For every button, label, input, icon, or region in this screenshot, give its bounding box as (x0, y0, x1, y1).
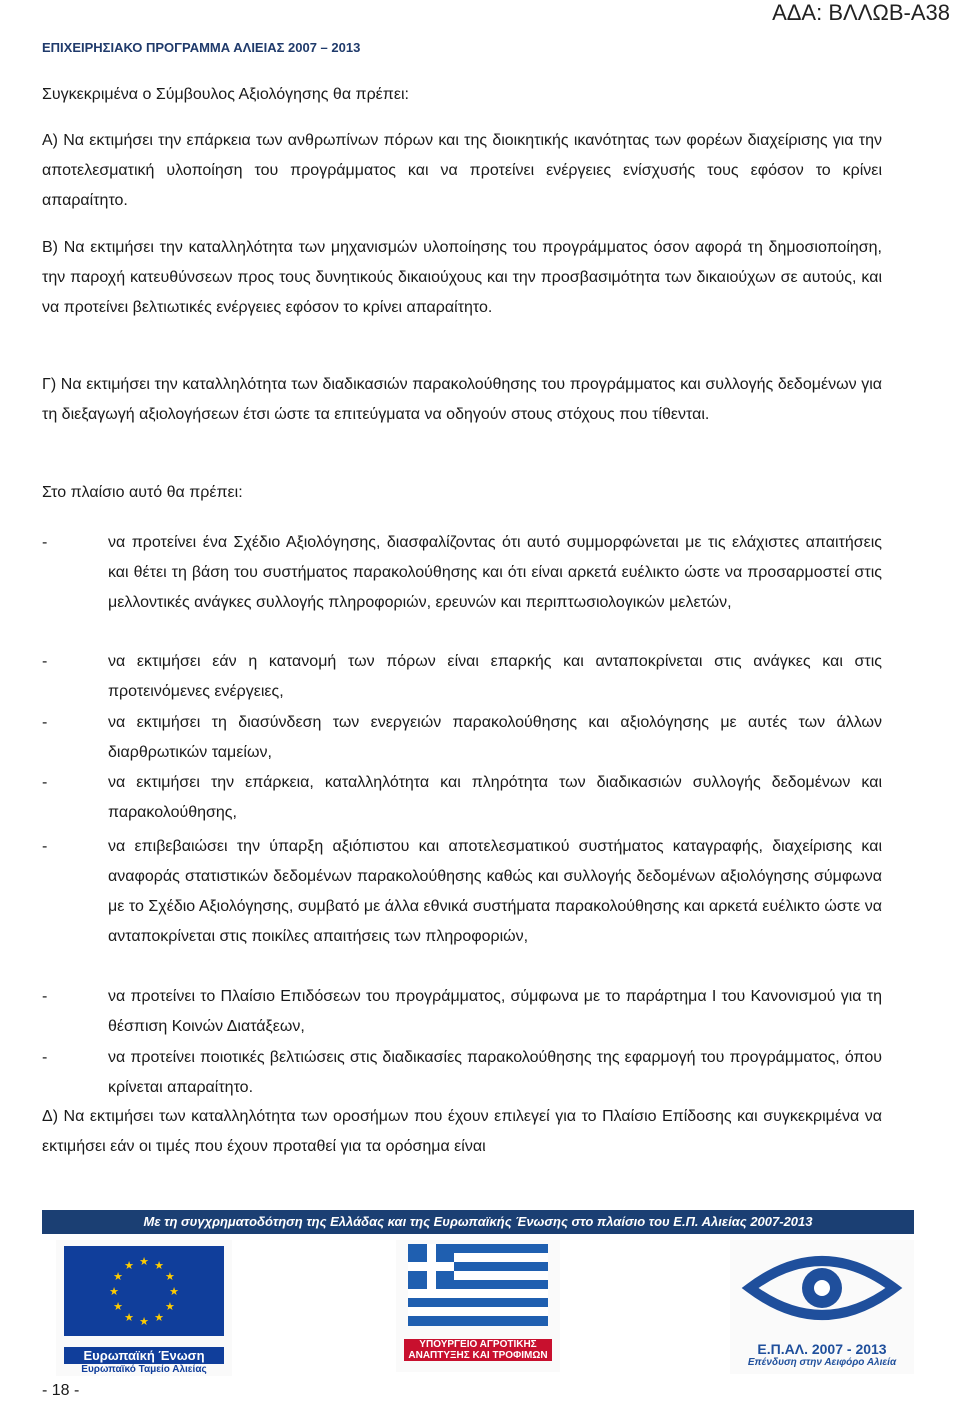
cofunding-banner: Με τη συγχρηματοδότηση της Ελλάδας και της Ευρωπαϊκής Ένωσης στο πλαίσιο του Ε.Π. Αλιείας 2007-2013 (42, 1210, 914, 1234)
dash-bullet: - (42, 774, 48, 791)
eu-star-icon: ★ (139, 1256, 149, 1268)
item-c-paragraph: Γ) Να εκτιμήσει την καταλληλότητα των διαδικασιών παρακολούθησης του προγράμματος και συλλογής δεδομένων για τη διεξαγωγή αξιολογήσεων έτσι ώστε τα επιτεύγματα να οδηγούν στους στόχους που τίθενται. (42, 376, 882, 423)
header-program-title: ΕΠΙΧΕΙΡΗΣΙΑΚΟ ΠΡΟΓΡΑΜΜΑ ΑΛΙΕΙΑΣ 2007 – 2013 (42, 40, 361, 55)
epal-title: Ε.Π.ΑΛ. 2007 - 2013 (757, 1341, 887, 1357)
epal-motto: Επένδυση στην Αειφόρο Αλιεία (747, 1357, 897, 1368)
eu-star-icon: ★ (165, 1271, 175, 1283)
eu-logo (56, 1240, 232, 1376)
eu-fund-name: Ευρωπαϊκό Ταμείο Αλιείας (81, 1364, 207, 1375)
context-paragraph: Στο πλαίσιο αυτό θα πρέπει: (42, 484, 243, 501)
eu-star-icon: ★ (154, 1260, 164, 1273)
list-item-text: να εκτιμήσει εάν η κατανομή των πόρων είναι επαρκής και ανταποκρίνεται στις ανάγκες και στις προτεινόμενες ενέργειες, (108, 653, 882, 700)
list-item-text: να προτείνει το Πλαίσιο Επιδόσεων του προγράμματος, σύμφωνα με το παράρτημα Ι του Κανονισμού για τη θέσπιση Κοινών Διατάξεων, (108, 988, 882, 1035)
list-item-text: να επιβεβαιώσει την ύπαρξη αξιόπιστου και αποτελεσματικού συστήματος καταγραφής, διαχείρισης και αναφοράς στατιστικών δεδομένων παρακολούθησης καθώς και συλλογής δεδομένων αξιολόγησης σύμφωνα με το Σχέδιο Αξιολόγησης, συμβατό με άλλα εθνικά συστήματα παρακολούθησης και αρκετά ευέλικτο ώστε να ανταποκρίνεται στις ποικίλες απαιτήσεις των πληροφοριών, (108, 838, 882, 945)
list-item-text: να προτείνει ποιοτικές βελτιώσεις στις διαδικασίες παρακολούθησης της εφαρμογή του προγράμματος, όπου κρίνεται απαραίτητο. (108, 1049, 882, 1096)
list-item-text: να εκτιμήσει την επάρκεια, καταλληλότητα και πληρότητα των διαδικασιών συλλογής δεδομένων και παρακολούθησης, (108, 774, 882, 821)
eu-star-icon: ★ (124, 1311, 134, 1324)
eye-fish-icon (730, 1240, 914, 1336)
dash-bullet: - (42, 838, 48, 855)
ministry-name-line1: ΥΠΟΥΡΓΕΙΟ ΑΓΡΟΤΙΚΗΣ (404, 1339, 552, 1350)
eu-star-icon: ★ (169, 1286, 179, 1298)
eu-star-icon: ★ (109, 1286, 119, 1298)
dash-bullet: - (42, 714, 48, 731)
eu-star-icon: ★ (165, 1301, 175, 1313)
item-d-paragraph: Δ) Να εκτιμήσει των καταλληλότητα των οροσήμων που έχουν επιλεγεί για το Πλαίσιο Επίδοσης και συγκεκριμένα να εκτιμήσει εάν οι τιμές που έχουν προταθεί για τα ορόσημα είναι (42, 1108, 882, 1155)
eu-name: Ευρωπαϊκή Ένωση (64, 1347, 224, 1364)
header-ada-code: ΑΔΑ: ΒΛΛΩΒ-Α38 (772, 0, 950, 25)
item-a-paragraph: Α) Να εκτιμήσει την επάρκεια των ανθρωπίνων πόρων και της διοικητικής ικανότητας των φορέων διαχείρισης για την αποτελεσματική υλοποίηση του προγράμματος και να προτείνει ενέργειες ενίσχυσής τους εφόσον το κρίνει απαραίτητο. (42, 132, 882, 209)
eu-star-icon: ★ (154, 1311, 164, 1324)
dash-bullet: - (42, 1049, 48, 1066)
eu-star-icon: ★ (139, 1316, 149, 1328)
list-item-text: να προτείνει ένα Σχέδιο Αξιολόγησης, διασφαλίζοντας ότι αυτό συμμορφώνεται με τις ελάχιστες απαιτήσεις και θέτει τη βάση του συστήματος παρακολούθησης και ότι είναι αρκετά ευέλικτο ώστε να προσαρμοστεί στις μελλοντικές ανάγκες συλλογής πληροφοριών, ερευνών και περιπτωσιολογικών μελετών, (108, 534, 882, 611)
eu-star-icon: ★ (113, 1301, 123, 1313)
page-number: - 18 - (42, 1382, 80, 1399)
eu-star-icon: ★ (113, 1271, 123, 1283)
eu-flag-icon (56, 1240, 232, 1340)
dash-bullet: - (42, 988, 48, 1005)
ministry-name-line2: ΑΝΑΠΤΥΞΗΣ ΚΑΙ ΤΡΟΦΙΜΩΝ (404, 1350, 552, 1361)
epal-logo (730, 1240, 914, 1374)
eu-star-icon: ★ (124, 1260, 134, 1273)
list-item-text: να εκτιμήσει τη διασύνδεση των ενεργειών παρακολούθησης και αξιολόγησης με αυτές των άλλων διαρθρωτικών ταμείων, (108, 714, 882, 761)
greek-flag-icon (396, 1240, 560, 1330)
dash-bullet: - (42, 534, 48, 551)
ministry-logo (396, 1240, 560, 1372)
dash-bullet: - (42, 653, 48, 670)
intro-paragraph: Συγκεκριμένα ο Σύμβουλος Αξιολόγησης θα πρέπει: (42, 86, 409, 103)
item-b-paragraph: Β) Να εκτιμήσει την καταλληλότητα των μηχανισμών υλοποίησης του προγράμματος όσον αφορά τη δημοσιοποίηση, την παροχή κατευθύνσεων προς τους δυνητικούς δικαιούχους και την προσβασιμότητα των δικαιούχων σε αυτούς, και να προτείνει βελτιωτικές ενέργειες εφόσον το κρίνει απαραίτητο. (42, 239, 882, 316)
